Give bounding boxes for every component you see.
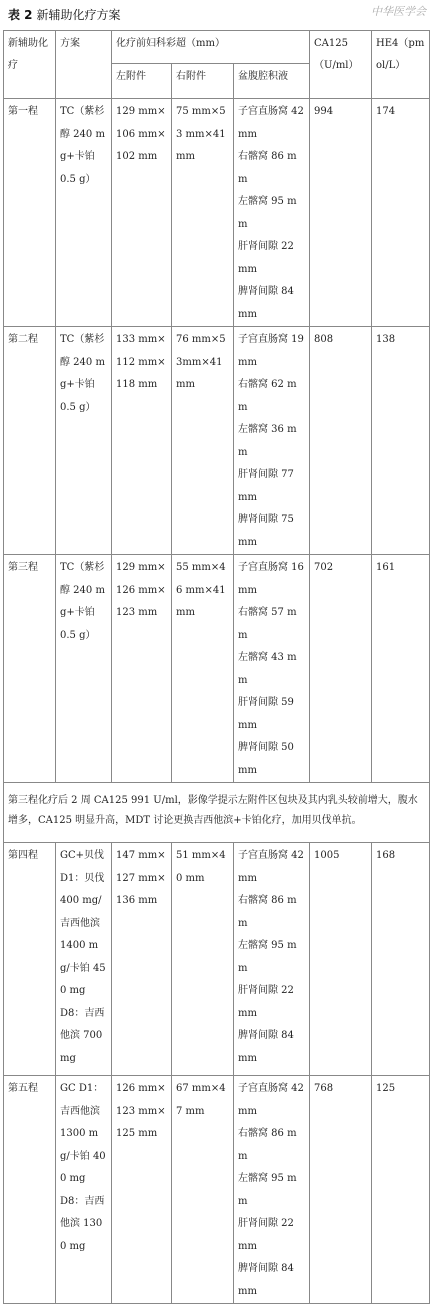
left-adnexa-cell: 129 mm×126 mm×123 mm [112,555,172,783]
regimen-cell-line: GC+贝伐 [60,850,105,861]
course-cell: 第四程 [4,843,56,1076]
pelvic-fluid-cell-line: 右髂窝 86 mm [238,895,297,929]
pelvic-fluid-cell-line: 右髂窝 86 mm [238,1128,297,1162]
left-adnexa-cell: 133 mm×112 mm×118 mm [112,327,172,555]
pelvic-fluid-cell-line: 肝肾间隙 22 mm [238,1218,294,1252]
regimen-cell: TC（紫杉醇 240 mg+卡铂 0.5 g） [56,99,112,327]
ca125-cell: 808 [310,327,372,555]
pelvic-fluid-cell [234,1076,310,1304]
header-ultrasound: 化疗前妇科彩超（mm） [112,31,310,64]
he4-cell: 138 [372,327,430,555]
he4-cell: 174 [372,99,430,327]
table-title [8,6,121,23]
left-adnexa-cell: 147 mm×127 mm×136 mm [112,843,172,1076]
regimen-cell [56,1076,112,1304]
ca125-cell: 1005 [310,843,372,1076]
table-caption: 新辅助化疗方案 [36,8,121,22]
header-left-adnexa: 左附件 [112,64,172,99]
header-ca125: CA125（U/ml） [310,31,372,99]
header-he4: HE4（pmol/L） [372,31,430,99]
pelvic-fluid-cell-line: 肝肾间隙 22 mm [238,241,294,275]
pelvic-fluid-cell-line: 右髂窝 57 mm [238,607,297,641]
course-cell: 第五程 [4,1076,56,1304]
header-row-1 [4,31,430,64]
pelvic-fluid-cell-line: 脾肾间隙 84 mm [238,1030,294,1064]
table-row [4,843,430,1076]
pelvic-fluid-cell-line: 子宫直肠窝 19 mm [238,334,304,368]
course-cell: 第一程 [4,99,56,327]
pelvic-fluid-cell [234,327,310,555]
pelvic-fluid-cell-line: 左髂窝 95 mm [238,940,297,974]
right-adnexa-cell: 76 mm×53mm×41 mm [172,327,234,555]
table-label: 表 2 [8,8,33,22]
pelvic-fluid-cell [234,843,310,1076]
header-course: 新辅助化疗 [4,31,56,99]
pelvic-fluid-cell-line: 肝肾间隙 22 mm [238,985,294,1019]
table-row [4,1076,430,1304]
note-cell: 第三程化疗后 2 周 CA125 991 U/ml，影像学提示左附件区包块及其内乳头较前增大，腹水增多，CA125 明显升高，MDT 讨论更换吉西他滨+卡铂化疗，加用贝伐单抗。 [4,783,430,843]
table-row [4,555,430,783]
pelvic-fluid-cell-line: 左髂窝 95 mm [238,196,297,230]
pelvic-fluid-cell-line: 左髂窝 36 mm [238,424,297,458]
pelvic-fluid-cell-line: 左髂窝 43 mm [238,652,297,686]
pelvic-fluid-cell [234,555,310,783]
right-adnexa-cell: 51 mm×40 mm [172,843,234,1076]
pelvic-fluid-cell-line: 子宫直肠窝 16 mm [238,562,304,596]
pelvic-fluid-cell-line: 肝肾间隙 77 mm [238,469,294,503]
pelvic-fluid-cell-line: 脾肾间隙 84 mm [238,286,294,320]
ca125-cell: 994 [310,99,372,327]
regimen-table [3,30,430,1304]
pelvic-fluid-cell-line: 子宫直肠窝 42 mm [238,1083,304,1117]
right-adnexa-cell: 67 mm×47 mm [172,1076,234,1304]
ca125-cell: 768 [310,1076,372,1304]
regimen-cell [56,843,112,1076]
regimen-cell-line: GC D1：吉西他滨 1300 mg/卡铂 400 mg [60,1083,106,1184]
right-adnexa-cell: 55 mm×46 mm×41 mm [172,555,234,783]
he4-cell: 161 [372,555,430,783]
pelvic-fluid-cell-line: 脾肾间隙 84 mm [238,1263,294,1297]
header-regimen: 方案 [56,31,112,99]
pelvic-fluid-cell-line: 子宫直肠窝 42 mm [238,106,304,140]
course-cell: 第三程 [4,555,56,783]
pelvic-fluid-cell-line: 脾肾间隙 50 mm [238,742,294,776]
pelvic-fluid-cell-line: 子宫直肠窝 42 mm [238,850,304,884]
regimen-cell-line: D8：吉西他滨 700 mg [60,1007,105,1064]
regimen-cell-line: D8：吉西他滨 1300 mg [60,1195,105,1252]
he4-cell: 168 [372,843,430,1076]
pelvic-fluid-cell-line: 右髂窝 62 mm [238,379,297,413]
he4-cell: 125 [372,1076,430,1304]
table-row [4,99,430,327]
regimen-cell-line: D1：贝伐 400 mg/吉西他滨 1400 mg/卡铂 450 mg [60,872,106,996]
table-row [4,327,430,555]
regimen-cell: TC（紫杉醇 240 mg+卡铂 0.5 g） [56,555,112,783]
pelvic-fluid-cell-line: 右髂窝 86 mm [238,151,297,185]
course-cell: 第二程 [4,327,56,555]
right-adnexa-cell: 75 mm×53 mm×41 mm [172,99,234,327]
left-adnexa-cell: 126 mm×123 mm×125 mm [112,1076,172,1304]
header-right-adnexa: 右附件 [172,64,234,99]
pelvic-fluid-cell [234,99,310,327]
pelvic-fluid-cell-line: 脾肾间隙 75 mm [238,514,294,548]
header-pelvic-fluid: 盆腹腔积液 [234,64,310,99]
pelvic-fluid-cell-line: 肝肾间隙 59 mm [238,697,294,731]
ca125-cell: 702 [310,555,372,783]
note-row [4,783,430,843]
pelvic-fluid-cell-line: 左髂窝 95 mm [238,1173,297,1207]
left-adnexa-cell: 129 mm×106 mm×102 mm [112,99,172,327]
publisher-logo: 中华医学会 [371,5,426,18]
regimen-cell: TC（紫杉醇 240 mg+卡铂 0.5 g） [56,327,112,555]
